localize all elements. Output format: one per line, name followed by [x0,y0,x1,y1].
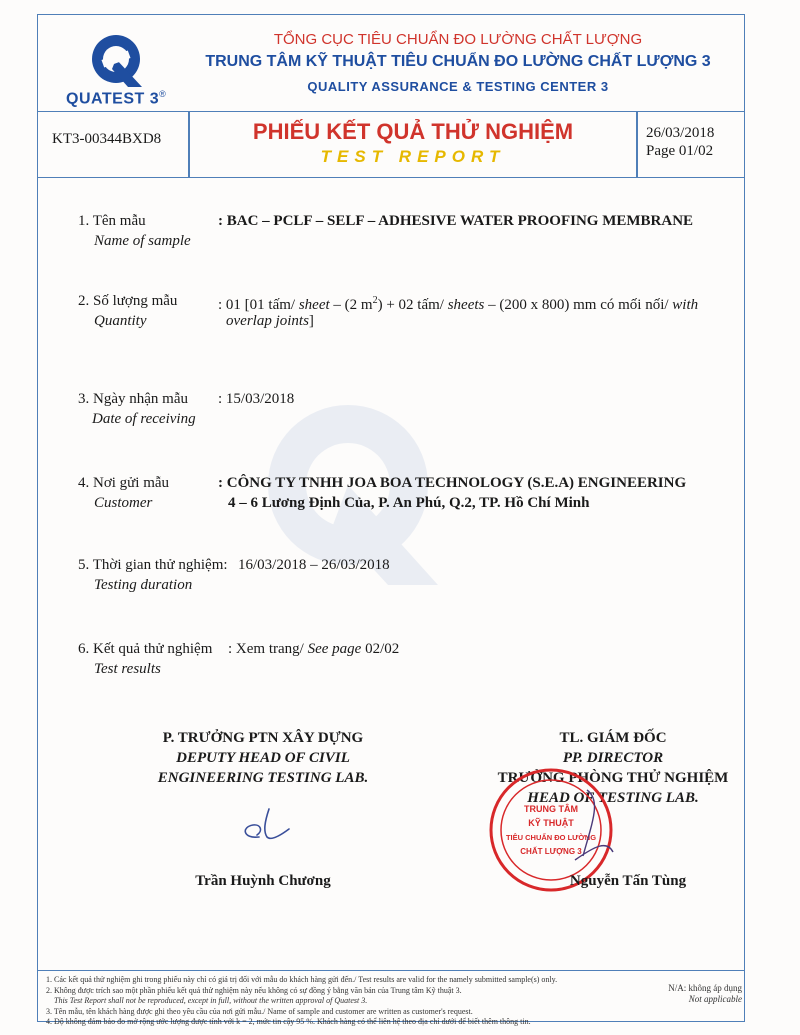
field-label-vn: 3. Ngày nhận mẫu [78,391,188,407]
report-number: KT3-00344BXD8 [52,131,162,147]
field-value: : 01 [01 tấm/ sheet – (2 $m^2) + 02$ tấm/ sheets – (200 x 800) mm có mối nối/ with [218,295,699,313]
signatory-title-en: DEPUTY HEAD OF CIVIL [176,750,350,766]
stamp-text: CHẤT LƯỢNG 3 [520,847,582,856]
field-value: : Xem trang/ See page 02/02 [228,641,400,657]
field-label-en: Quantity [94,313,147,329]
stamp-text: KỸ THUẬT [528,818,574,828]
field-quantity [78,291,738,335]
header [38,15,744,112]
page-number: Page 01/02 [646,143,714,159]
signatory-title-en: PP. DIRECTOR [562,750,664,766]
note-item: 1. Các kết quả thử nghiệm ghi trong phiếu này chỉ có giá trị đối với mẫu do khách hàng gửi đến./ Test results are valid for the namely submitted sample(s) only. [46,975,558,984]
na-note [650,983,742,1004]
footer-notes [38,970,744,1026]
signatory-title: TL. GIÁM ĐỐC [559,730,667,746]
header-line-2: TRUNG TÂM KỸ THUẬT TIÊU CHUẨN ĐO LƯỜNG CHẤT LƯỢNG 3 [205,53,711,70]
field-label-en: Date of receiving [92,411,196,427]
signatory-title-en: ENGINEERING TESTING LAB. [157,770,369,786]
note-item: 2. Không được trích sao một phần phiếu kết quả thử nghiệm này nếu không có sự đồng ý bằng văn bản của Trung tâm Kỹ thuật 3. [46,985,462,995]
field-value: : CÔNG TY TNHH JOA BOA TECHNOLOGY (S.E.A) ENGINEERING [218,475,687,491]
field-value: 16/03/2018 – 26/03/2018 [238,557,390,573]
stamp-text: TIÊU CHUẨN ĐO LƯỜNG [505,833,597,842]
field-label-en: Name of sample [94,233,191,249]
na-note-en: Not applicable [688,993,742,1004]
note-item: 4. Độ không đảm bảo đo mở rộng ước lượng được tính với k = 2, mức tin cậy 95 %. Khách hàng có thể liên hệ theo địa chỉ dưới để biết thêm thông tin. [46,1017,531,1026]
document-frame [37,14,745,1026]
field-test-results [78,639,738,683]
signature-block-left [118,728,408,788]
field-label-vn: 4. Nơi gửi mẫu [78,475,170,491]
field-label-vn: 5. Thời gian thử nghiệm: [78,557,228,573]
signature-mark-icon [233,805,303,845]
header-line-1: TỔNG CỤC TIÊU CHUẨN ĐO LƯỜNG CHẤT LƯỢNG [273,31,643,48]
logo-text: QUATEST 3® [66,89,167,108]
field-label-vn: 2. Số lượng mẫu [78,293,178,309]
field-label-en: Test results [94,661,161,677]
report-date: 26/03/2018 [646,125,715,141]
field-value: : 15/03/2018 [218,391,295,407]
report-title-en: TEST REPORT [320,147,506,166]
signatory-title-vn: TRƯỞNG PHÒNG THỬ NGHIỆM [497,770,729,786]
signatory-title: P. TRƯỞNG PTN XÂY DỰNG [162,730,364,746]
field-name-of-sample [78,211,738,255]
note-item: 3. Tên mẫu, tên khách hàng được ghi theo yêu cầu của nơi gửi mẫu./ Name of sample and customer are written as customer's request. [46,1006,473,1016]
field-value-line2: overlap joints] [226,313,314,329]
field-label-en: Customer [94,495,153,511]
field-label-vn: 6. Kết quả thử nghiệm [78,641,213,657]
report-title-vn: PHIẾU KẾT QUẢ THỬ NGHIỆM [252,119,574,144]
field-value: : BAC – PCLF – SELF – ADHESIVE WATER PROOFING MEMBRANE [218,213,694,229]
divider [636,111,638,177]
header-line-3: QUALITY ASSURANCE & TESTING CENTER 3 [307,79,609,94]
title-bar [38,111,744,178]
field-customer [78,473,748,517]
signatory-name-right: Nguyễn Tấn Tùng [569,873,687,889]
field-label-en: Testing duration [94,577,193,593]
field-date-of-receiving [78,389,738,433]
note-item: This Test Report shall not be reproduced, except in full, without the written approval of Quatest 3. [54,996,368,1005]
signatory-name-left: Trần Huỳnh Chương [195,873,331,889]
field-label-vn: 1. Tên mẫu [78,213,146,229]
field-testing-duration [78,555,738,599]
notes-list [46,975,646,1028]
stamp-text: TRUNG TÂM [524,804,578,814]
na-note-vn: N/A: không áp dụng [668,983,742,993]
signatory-title-en: HEAD OF TESTING LAB. [527,790,699,806]
divider [188,111,190,177]
field-value-line2: 4 – 6 Lương Định Của, P. An Phú, Q.2, TP. Hồ Chí Minh [228,495,590,511]
